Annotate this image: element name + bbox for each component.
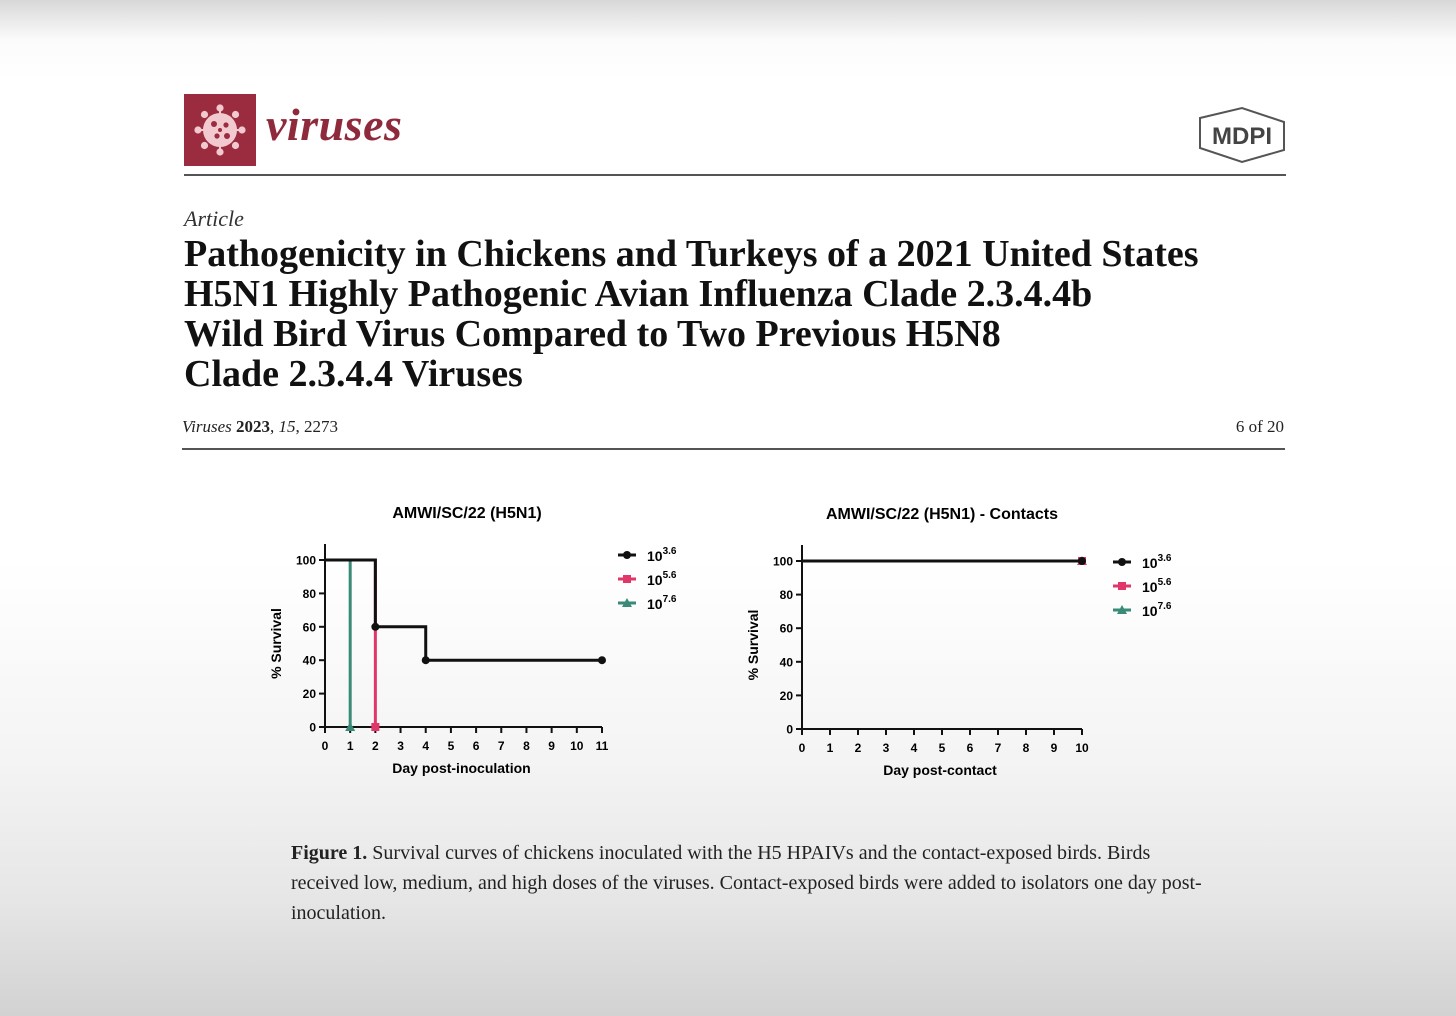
x-tick-label: 9 [548,739,555,753]
data-point [598,656,606,664]
x-tick-label: 3 [882,741,890,755]
y-tick-label: 60 [779,621,793,636]
page-number: 6 of 20 [1235,417,1284,436]
x-tick-label: 7 [994,741,1002,755]
citation-year: 2023 [236,417,270,436]
x-tick-label: 6 [966,741,974,755]
citation-journal: Viruses [182,417,232,436]
y-tick-label: 0 [309,720,316,735]
x-tick-label: 2 [372,739,379,753]
y-tick-label: 20 [779,688,793,703]
title-line: Wild Bird Virus Compared to Two Previous H5N8 [184,313,1001,355]
x-tick-label: 1 [346,739,354,753]
legend-label: $10^{3.6}$ [1142,553,1172,571]
legend-label: $10^{5.6}$ [647,570,677,588]
x-tick-label: 3 [397,739,404,753]
data-point [371,623,379,631]
x-tick-label: 0 [321,739,329,753]
y-tick-label: 20 [302,687,316,702]
x-tick-label: 0 [798,741,806,755]
caption-label: Figure 1. [291,842,368,864]
y-tick-label: 60 [302,620,316,635]
x-tick-label: 7 [497,739,505,753]
citation-number: 2273 [304,417,338,436]
legend-marker [623,551,631,559]
y-tick-label: 80 [779,588,793,603]
x-tick-label: 6 [472,739,480,753]
legend-marker [1118,558,1126,566]
y-tick-label: 100 [772,554,793,569]
y-tick-label: 100 [295,553,316,568]
x-tick-label: 4 [422,739,430,753]
article-type: Article [184,206,244,231]
x-tick-label: 10 [1075,741,1089,755]
citation: Viruses 2023, 15, 2273 [182,417,338,436]
x-tick-label: 8 [523,739,530,753]
x-tick-label: 8 [1022,741,1030,755]
caption-text: Survival curves of chickens inoculated with the H5 HPAIVs and the contact-exposed birds. Birds received low, medium, and high doses of the viruses. Contact-exposed birds were added to isolators one day post-inoculation. [291,842,1202,924]
series-line [325,560,602,660]
survival-chart-1 [268,505,677,776]
legend-label: $10^{7.6}$ [1142,601,1172,619]
survival-chart-2 [745,506,1172,778]
y-tick-label: 0 [786,722,793,737]
chart-title: AMWI/SC/22 (H5N1) - Contacts [825,506,1059,523]
x-axis-label: Day post-contact [883,762,997,778]
x-tick-label: 9 [1050,741,1058,755]
y-tick-label: 40 [779,655,793,670]
title-line: Clade 2.3.4.4 Viruses [184,353,523,395]
figure-caption [291,838,1221,928]
y-axis-label: % Survival [268,608,284,679]
publisher-name: MDPI [1212,123,1272,150]
x-tick-label: 5 [938,741,946,755]
x-tick-label: 4 [910,741,918,755]
legend-label: $10^{3.6}$ [647,546,677,564]
chart-title: AMWI/SC/22 (H5N1) [392,505,542,522]
x-axis-label: Day post-inoculation [392,760,531,776]
data-point [1078,557,1086,565]
legend-label: $10^{5.6}$ [1142,577,1172,595]
x-tick-label: 1 [826,741,834,755]
y-tick-label: 40 [302,653,316,668]
y-axis-label: % Survival [745,609,761,681]
legend-label: $10^{7.6}$ [647,594,677,612]
x-tick-label: 2 [854,741,862,755]
series-line [325,560,350,727]
data-point [371,723,379,731]
title-line: H5N1 Highly Pathogenic Avian Influenza Clade 2.3.4.4b [184,273,1093,315]
x-tick-label: 10 [570,739,584,753]
legend-marker [623,575,631,583]
legend-marker [1118,582,1126,590]
x-tick-label: 11 [595,739,609,753]
x-tick-label: 5 [447,739,455,753]
data-point [422,656,430,664]
title-line: Pathogenicity in Chickens and Turkeys of a 2021 United States [184,233,1199,275]
citation-volume: 15 [278,417,296,436]
y-tick-label: 80 [302,586,316,601]
journal-name: viruses [266,99,403,150]
